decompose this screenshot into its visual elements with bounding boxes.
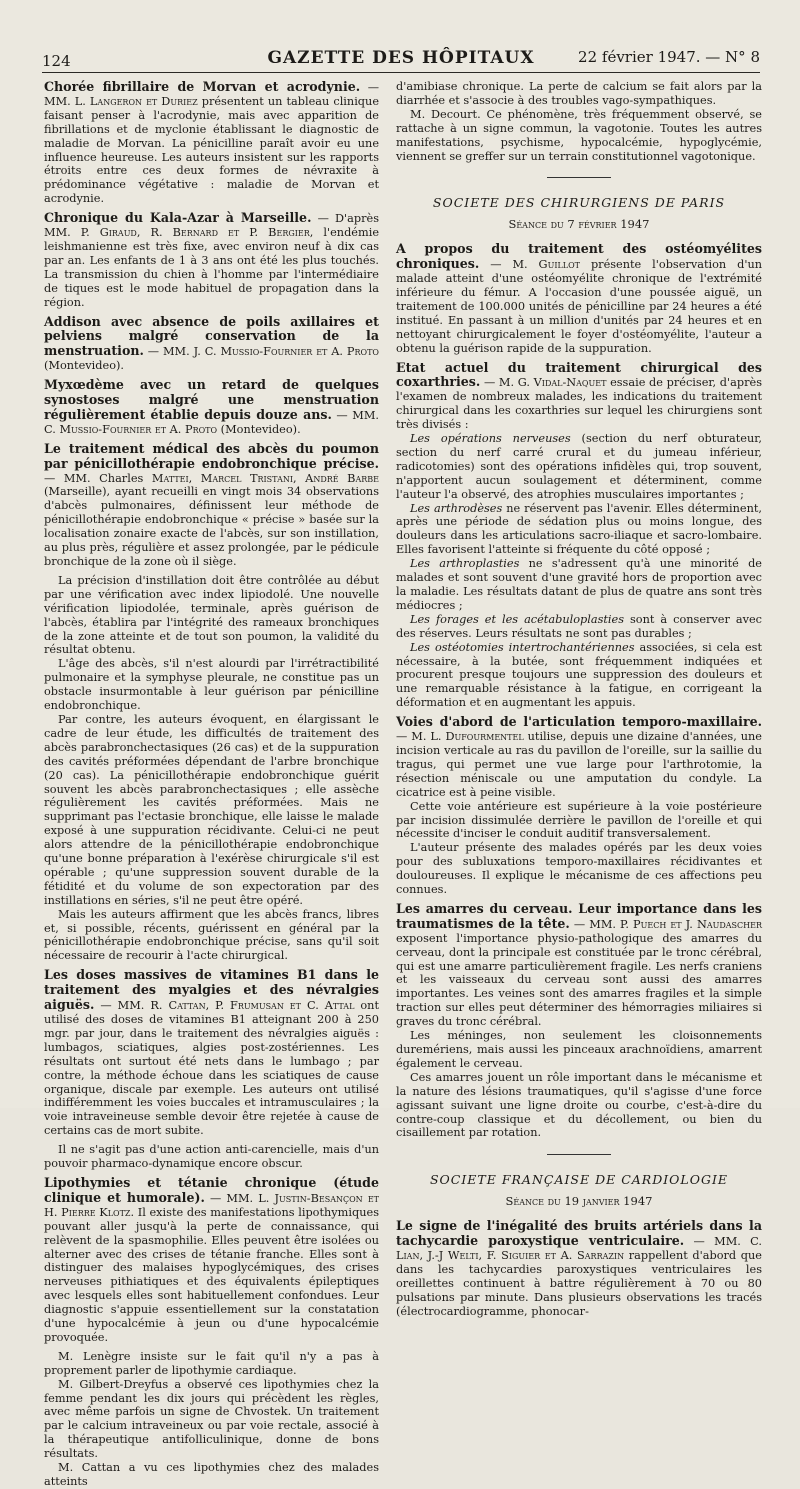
article-intro: — MM. C. (693, 1235, 762, 1249)
article-intro: — M. L. (396, 730, 446, 744)
article-title: Chorée fibrillaire de Morvan et acrodynie. (44, 79, 361, 94)
article-text: exposent l'importance physio-pathologique des amarres du cerveau, dont la principale est constituée par le tronc cérébral, qui est une amarre particulièrement fragile. Les nerfs craniens et les vaisseaux du cerveau sont aussi des amarres importantes. Les veines sont des amarres fragiles et la simple traction sur elles peut déterminer des hémorragies miliaires si graves du tronc cérébral. (396, 931, 762, 1029)
paragraph: M. Cattan a vu ces lipothymies chez des malades atteints (44, 1461, 379, 1488)
article-coxarthries (396, 361, 762, 433)
paragraph (396, 613, 762, 641)
article-title: Etat actuel du traitement chirurgical des coxarthries. (396, 359, 762, 390)
paragraph (396, 557, 762, 613)
article-text: essaie de préciser, d'après l'examen de nombreux malades, les indications du traitement chirurgical dans les coxarthries sur lequel les chirurgiens sont très divisés : (396, 376, 762, 432)
italic-lead: Les arthroplasties (410, 557, 520, 571)
article-authors: Vidal-Naquet (533, 376, 607, 390)
article-intro: — MM. L. (209, 1191, 275, 1205)
article-text: ont utilisé des doses de vitamines B1 atteignant 200 à 250 mgr. par jour, dans le traitement des névralgies aiguës : lumbagos, sciatiques, algies post-zostériennes. Les résultats ont surtout été nets dans le lumbago ; par contre, la méthode échoue dans les sciatiques de cause organique, discale par exemple. Les auteurs ont utilisé indifféremment les voies buccales et intramusculaires ; la voie intraveineuse semble devoir être rejetée à cause de certains cas de mort subite. (44, 999, 379, 1138)
article-title: A propos du traitement des ostéomyélites chroniques. (396, 241, 762, 272)
article-intro: — M. (490, 258, 539, 272)
article-addison: Addison avec absence de poils axillaires et pelviens malgré conservation de la menstruation. — MM. J. C. Mussio-Fournier et A. Proto (Montevideo). (44, 313, 379, 373)
paragraph-text: sont à conserver avec des réserves. Leurs résultats ne sont pas durables ; (396, 612, 762, 640)
issue-date: 22 février 1947. — N° 8 (578, 48, 760, 66)
article-title: Voies d'abord de l'articulation temporo-maxillaire. (396, 714, 762, 730)
article-lipothymies (44, 1176, 379, 1345)
article-osteomyelites (396, 242, 762, 355)
paragraph: d'amibiase chronique. La perte de calcium se fait alors par la diarrhée et s'associe à des troubles vago-sympathiques. (396, 80, 762, 107)
article-kala-azar: Chronique du Kala-Azar à Marseille. — D'après MM. P. Giraud, R. Bernard et P. Bergier, l'endémie leishmanienne est très fixe, avec environ neuf à dix cas par an. Les enfants de 1 à 3 ans ont été les plus touchés. La transmission du chien à l'homme par l'intermédiaire de tiques est le mode habituel de propagation dans la région. (44, 210, 380, 309)
article-temporo-maxillaire (396, 715, 762, 799)
page-header (42, 42, 760, 73)
article-text: (Montevideo). (220, 422, 301, 436)
article-morvan: Chorée fibrillaire de Morvan et acrodynie. — MM. L. Langeron et Duriez présentent un tableau clinique faisant penser à l'acrodynie, mais avec apparition de fibrillations et de myclonie établissant le diagnostic de maladie de Morvan. La pénicilline paraît avoir eu une influence heureuse. Les auteurs insistent sur les rapports étroits entre ces deux formes de névraxite à prédominance végétative : maladie de Morvan et acrodynie. (44, 79, 380, 206)
paragraph: M. Decourt. Ce phénomène, très fréquemment observé, se rattache à un signe commun, la vagotonie. Toutes les autres manifestations, psychisme, hypocalcémie, hypoglycémie, viennent se greffer sur un terrain constitutionnel vagotonique. (396, 107, 762, 163)
session-date: Séance du 7 février 1947 (508, 217, 650, 232)
article-title: Le traitement médical des abcès du poumon par pénicillothérapie endobronchique précise. (44, 440, 379, 471)
article-intro: D'après MM. P. (44, 212, 380, 240)
italic-lead: Les ostéotomies intertrochantériennes (410, 640, 635, 654)
article-authors: Guillot (538, 258, 580, 272)
paragraph-text: ne réservent pas l'avenir. Elles déterminent, après une période de sédation plus ou moins longue, des douleurs dans les articulations sacro-iliaque et sacro-lombaire. Elles favorisent l'atteinte si fréquente du côté opposé ; (396, 501, 762, 557)
article-vitamines (44, 968, 379, 1138)
paragraph (396, 641, 762, 711)
article-authors: Justin-Besançon et H. Pierre Klotz (44, 1191, 379, 1219)
section-heading: SOCIETE DES CHIRURGIENS DE PARIS (432, 195, 726, 211)
article-title: Chronique du Kala-Azar à Marseille. (44, 210, 312, 226)
italic-lead: Les opérations nerveuses (410, 432, 571, 446)
article-authors: Giraud, R. Bernard et P. Bergier (99, 226, 310, 240)
article-abces-poumon (44, 442, 379, 569)
article-intro: — M. G. (483, 376, 534, 390)
article-intro: — MM. P. (573, 917, 634, 931)
paragraph (396, 502, 762, 558)
right-column (396, 80, 762, 1318)
italic-lead: Les forages et les acétabuloplasties (410, 612, 625, 626)
article-authors: Puech et J. Naudascher (633, 917, 762, 931)
article-amarres-cerveau (396, 902, 762, 1029)
article-text: , l'endémie leishmanienne est très fixe, avec environ neuf à dix cas par an. Les enfants de 1 à 3 ans ont été les plus touchés. La transmission du chien à l'homme par l'intermédiaire de tiques est le mode habituel de propagation dans la région. (44, 226, 380, 309)
article-title: Les amarres du cerveau. Leur importance dans les traumatismes de la tête. (396, 900, 762, 931)
article-text: présente l'observation d'un malade atteint d'une ostéomyélite chronique de l'extrémité inférieure du fémur. A l'occasion d'une poussée aiguë, un traitement de 100.000 unités de pénicilline par 24 heures a été institué. En passant à un million d'unités par 24 heures et en nettoyant chirurgicalement le foyer d'ostéomyélite, l'auteur a obtenu la guérison rapide de la suppuration. (396, 258, 762, 355)
article-authors: Mussio-Fournier et A. Proto (220, 345, 379, 359)
paragraph: Par contre, les auteurs évoquent, en élargissant le cadre de leur étude, les difficultés de traitement des abcès parabronchectasiques (26 cas) et de la suppuration des cavités préformées dépendant de l'arbre bronchique (20 cas). La pénicillothérapie endobronchique guérit souvent les abcès parabronchectasiques ; elle assèche régulièrement les cavités préformées. Mais ne supprimant pas l'ectasie bronchique, elle laisse le malade exposé à une suppuration récidivante. Celui-ci ne peut alors attendre de la pénicillothérapie endobronchique qu'une bonne préparation à l'exérèse chirurgicale s'il est opérable ; qu'une suppression souvent durable de la fétidité et du volume de son expectoration par des instillations en séries, s'il ne peut être opéré. (44, 712, 379, 907)
article-intro: — MM. Charles (44, 471, 152, 485)
paragraph: Mais les auteurs affirment que les abcès francs, libres et, si possible, récents, guérissent en général par la pénicillothérapie endobronchique précise, sans qu'il soit nécessaire de recourir à l'acte chirurgical. (44, 907, 379, 963)
page-number: 124 (42, 52, 71, 70)
article-text: utilise, depuis une dizaine d'années, une incision verticale au ras du pavillon de l'oreille, sur la saillie du tragus, qui permet une vue large pour l'arthrotomie, la résection méniscale ou une amputation du condyle. La cicatrice est à peine visible. (396, 730, 762, 799)
paragraph: L'âge des abcès, s'il n'est alourdi par l'irrétractibilité pulmonaire et la symphyse pleurale, ne constitue pas un obstacle insurmontable à leur guérison par pénicilline endobronchique. (44, 657, 379, 713)
article-text: . Il existe des manifestations lipothymiques pouvant aller jusqu'à la perte de connaissance, qui relèvent de la spasmophilie. Elles peuvent être isolées ou alterner avec des crises de tétanie franche. Elles sont à distinguer des malaises hypoglycémiques, des crises nerveuses pithiatiques et des équivalents épileptiques avec lesquels elles sont habituellement confondues. Leur diagnostic s'appuie essentiellement sur la constatation d'une hypocalcémie à jeun ou d'une hypocalcémie provoquée. (44, 1205, 379, 1344)
divider (547, 177, 611, 178)
paragraph: Il ne s'agit pas d'une action anti-carencielle, mais d'un pouvoir pharmaco-dynamique encore obscur. (44, 1143, 379, 1171)
paragraph-text: ne s'adressent qu'à une minorité de malades et sont souvent d'une gravité hors de proportion avec la maladie. Les résultats datant de plus de quatre ans sont très médiocres ; (396, 557, 762, 612)
article-authors: Langeron et Duriez (89, 94, 198, 108)
article-authors: Mussio-Fournier et A. Proto (59, 422, 218, 436)
journal-title: GAZETTE DES HÔPITAUX (267, 48, 535, 68)
paragraph: M. Gilbert-Dreyfus a observé ces lipothymies chez la femme pendant les dix jours qui précèdent les règles, avec même parfois un signe de Chvostek. Un traitement par le calcium intraveineux ou par voie rectale, associé à la thérapeutique antifolliculinique, donne de bons résultats. (44, 1377, 379, 1461)
divider (547, 1154, 611, 1155)
article-authors: Cattan, P. Frumusan et C. Attal (168, 999, 355, 1013)
article-title: Lipothymies et tétanie chronique (étude clinique et humorale). (44, 1174, 379, 1205)
paragraph: M. Lenègre insiste sur le fait qu'il n'y a pas à proprement parler de lipothymie cardiaque. (44, 1349, 379, 1377)
left-column (44, 79, 380, 1488)
article-text: présentent un tableau clinique faisant penser à l'acrodynie, mais avec apparition de fibrillations et de myclonie établissant le diagnostic de maladie de Morvan. La pénicilline paraît avoir eu une influence heureuse. Les auteurs insistent sur les rapports étroits entre ces deux formes de névraxite à prédominance végétative : maladie de Morvan et acrodynie. (44, 94, 380, 206)
paragraph: L'auteur présente des malades opérés par les deux voies pour des subluxations temporo-maxillaires récidivantes et douloureuses. Il explique le mécanisme de ces affections peu connues. (396, 841, 762, 897)
session-date: Séance du 19 janvier 1947 (505, 1194, 653, 1209)
article-authors: Dufourmentel (445, 730, 524, 744)
paragraph: La précision d'instillation doit être contrôlée au début par une vérification avec index lipiodolé. Une nouvelle vérification lipiodolée, terminale, après guérison de l'abcès, établira par l'intégrité des rameaux bronchiques de la zone atteinte et de tout son poumon, la validité du résultat obtenu. (44, 573, 379, 657)
paragraph: Cette voie antérieure est supérieure à la voie postérieure par incision dissimulée derrière le pavillon de l'oreille et qui nécessite d'inciser le conduit auditif transversalement. (396, 799, 762, 841)
italic-lead: Les arthrodèses (410, 501, 503, 515)
paragraph: Ces amarres jouent un rôle important dans le mécanisme et la nature des lésions traumatiques, qu'il s'agisse d'une force agissant suivant une ligne droite ou courbe, c'est-à-dire du contre-coup classique et du décollement, ou bien du cisaillement par rotation. (396, 1070, 762, 1140)
article-title: Le signe de l'inégalité des bruits artériels dans la tachycardie paroxystique ventriculaire. (396, 1218, 762, 1249)
article-text: (Marseille), ayant recueilli en vingt mois 34 observations d'abcès pulmonaires, définissent leur méthode de pénicillothérapie endobronchique « précise » basée sur la localisation zonaire exacte de l'abcès, sur son instillation, au plus près, régulière et assez prolongée, par le pédicule bronchique de la zone où il siège. (44, 485, 379, 568)
article-title: Myxœdème avec un retard de quelques synostoses malgré une menstruation régulièrement établie depuis douze ans. (44, 377, 379, 422)
section-heading: SOCIETE FRANÇAISE DE CARDIOLOGIE (429, 1172, 729, 1188)
article-text: rappellent d'abord que dans les tachycardies paroxystiques ventriculaires les oreillettes continuent à battre régulièrement à 70 ou 80 pulsations par minute. Dans plusieurs observations les tracés (électrocardiogramme, phonocar- (396, 1248, 762, 1318)
article-intro: — MM. R. (100, 999, 169, 1013)
article-authors: Lian, J.-J Welti, F. Siguier et A. Sarrazin (396, 1248, 625, 1262)
paragraph-text: associées, si cela est nécessaire, à la butée, sont fréquemment indiquées et procurent presque toujours une suppression des douleurs et une remarquable résistance à la fatigue, en corrigeant la déformation et en augmentant les appuis. (396, 640, 762, 710)
article-authors: Mattei, Marcel Tristani, André Barbe (151, 471, 379, 485)
article-title: Les doses massives de vitamines B1 dans le traitement des myalgies et des névralgies aiguës. (44, 967, 379, 1013)
article-text: (Montevideo). (44, 359, 124, 373)
article-tachycardie (396, 1219, 762, 1318)
paragraph: Les méninges, non seulement les cloisonnements duremériens, mais aussi les pinceaux arachnoïdiens, amarrent également le cerveau. (396, 1029, 762, 1070)
paragraph-text: (section du nerf obturateur, section du nerf carré crural et du jumeau inférieur, radicotomies) sont des opérations infidèles qui, trop souvent, n'apportent aucun soulagement et déterminent, comme l'auteur l'a observé, des atrophies musculaires importantes ; (396, 432, 762, 501)
paragraph (396, 432, 762, 502)
article-myxoedeme: Myxœdème avec un retard de quelques synostoses malgré une menstruation régulièrement établie depuis douze ans. — MM. C. Mussio-Fournier et A. Proto (Montevideo). (44, 377, 379, 436)
article-title: Addison avec absence de poils axillaires et pelviens malgré conservation de la menstruation. (44, 313, 379, 359)
